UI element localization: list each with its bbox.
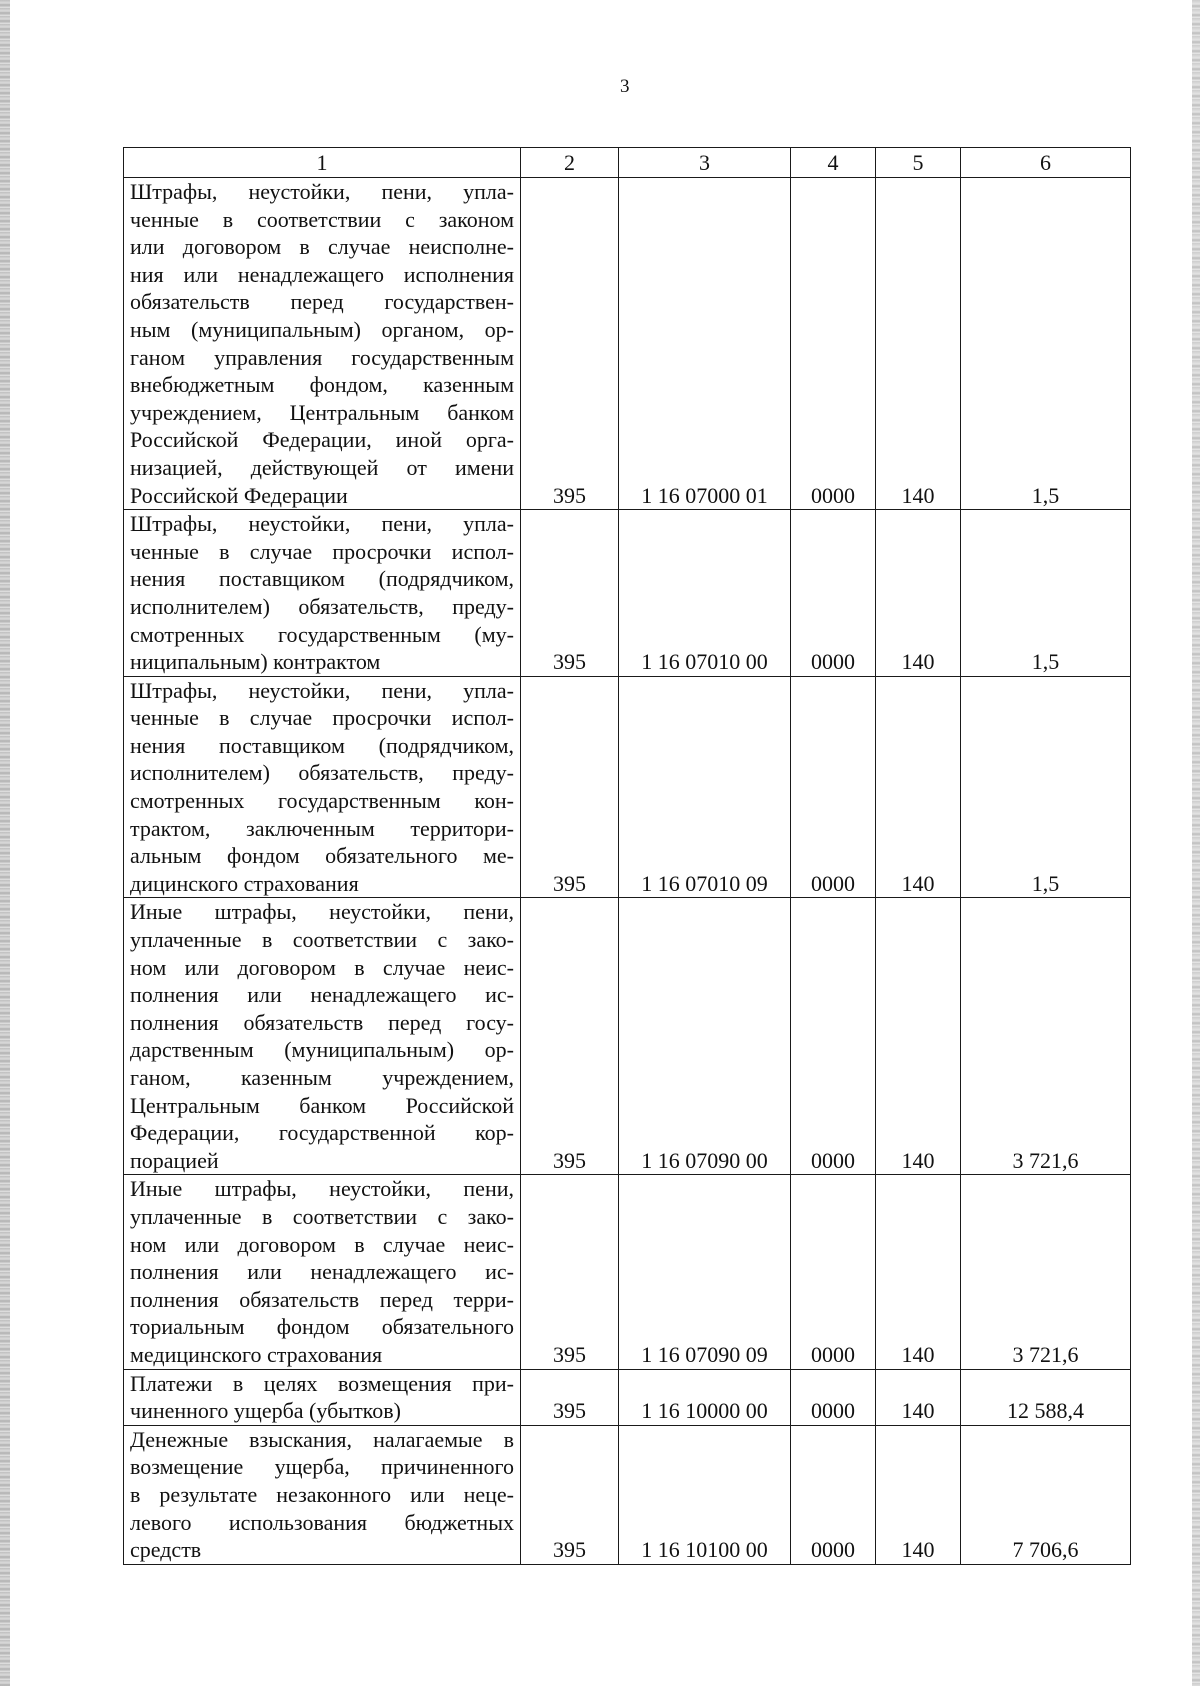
subtype-code: 0000 — [791, 676, 876, 898]
column-header-3: 3 — [619, 148, 791, 178]
classification-code: 1 16 07010 00 — [619, 510, 791, 677]
description-line: ния или ненадлежащего исполнения — [130, 261, 514, 287]
description-line: обязательств перед государствен- — [130, 289, 514, 315]
classification-code: 1 16 07090 09 — [619, 1175, 791, 1369]
table-body — [124, 178, 1131, 1565]
description-line: Российской Федерации, иной орга- — [130, 427, 514, 453]
classification-code: 1 16 10100 00 — [619, 1425, 791, 1564]
description-line: Центральным банком Российской — [130, 1092, 514, 1118]
description-line: полнения или ненадлежащего ис- — [130, 982, 514, 1008]
kosgu-code: 140 — [876, 1369, 961, 1425]
description-line: внебюджетным фондом, казенным — [130, 372, 514, 398]
description-line: уплаченные в соответствии с зако- — [130, 1203, 514, 1229]
description-line: ганом, казенным учреждением, — [130, 1065, 514, 1090]
amount-value: 3 721,6 — [961, 898, 1131, 1175]
column-header-1: 1 — [124, 148, 521, 178]
classification-code: 1 16 10000 00 — [619, 1369, 791, 1425]
description-line: ным (муниципальным) органом, ор- — [130, 316, 514, 342]
description-line: ченные в случае просрочки испол- — [130, 538, 514, 564]
page-number: 3 — [620, 76, 630, 97]
description-line: ном или договором в случае неис- — [130, 1231, 514, 1257]
description-line: левого использования бюджетных — [130, 1509, 514, 1535]
subtype-code: 0000 — [791, 1369, 876, 1425]
description-line: Российской Федерации — [130, 482, 348, 508]
description-line: ченные в соответствии с законом — [130, 206, 514, 232]
classification-code: 1 16 07000 01 — [619, 178, 791, 510]
description-line: нения поставщиком (подрядчиком, — [130, 566, 514, 592]
column-header-2: 2 — [521, 148, 619, 178]
table-row — [124, 510, 1131, 677]
scan-edge-left — [0, 0, 10, 1686]
header-row — [124, 148, 1131, 178]
table-header — [124, 148, 1131, 178]
subtype-code: 0000 — [791, 1175, 876, 1369]
description-line: исполнителем) обязательств, преду- — [130, 593, 514, 619]
description-line: Иные штрафы, неустойки, пени, — [130, 899, 514, 925]
admin-code: 395 — [521, 676, 619, 898]
column-header-4: 4 — [791, 148, 876, 178]
amount-value: 1,5 — [961, 510, 1131, 677]
amount-value: 7 706,6 — [961, 1425, 1131, 1564]
description-line: или договором в случае неисполне- — [130, 234, 514, 260]
kosgu-code: 140 — [876, 178, 961, 510]
description-line: Платежи в целях возмещения при- — [130, 1370, 514, 1396]
scan-edge-right — [1192, 0, 1200, 1686]
description-line: ториальным фондом обязательного — [130, 1314, 514, 1340]
description-line: средств — [130, 1537, 202, 1563]
description-line: ченные в случае просрочки испол- — [130, 705, 514, 731]
description-line: полнения или ненадлежащего ис- — [130, 1259, 514, 1285]
description-line: Федерации, государственной кор- — [130, 1120, 514, 1146]
description-line: учреждением, Центральным банком — [130, 399, 514, 425]
row-description — [124, 676, 521, 898]
description-line: ганом управления государственным — [130, 344, 514, 370]
description-line: дицинского страхования — [130, 870, 359, 896]
table-row — [124, 178, 1131, 510]
amount-value: 3 721,6 — [961, 1175, 1131, 1369]
description-line: трактом, заключенным территори- — [130, 815, 514, 841]
description-line: Штрафы, неустойки, пени, упла- — [130, 511, 514, 537]
admin-code: 395 — [521, 1369, 619, 1425]
admin-code: 395 — [521, 1175, 619, 1369]
admin-code: 395 — [521, 898, 619, 1175]
description-line: смотренных государственным кон- — [130, 788, 514, 814]
description-line: уплаченные в соответствии с зако- — [130, 927, 514, 953]
classification-code: 1 16 07010 09 — [619, 676, 791, 898]
description-line: медицинского страхования — [130, 1341, 383, 1367]
description-line: полнения обязательств перед госу- — [130, 1009, 514, 1035]
subtype-code: 0000 — [791, 898, 876, 1175]
row-description — [124, 178, 521, 510]
amount-value: 1,5 — [961, 178, 1131, 510]
admin-code: 395 — [521, 1425, 619, 1564]
classification-code: 1 16 07090 00 — [619, 898, 791, 1175]
admin-code: 395 — [521, 178, 619, 510]
budget-table — [123, 147, 1131, 1565]
table-row — [124, 898, 1131, 1175]
kosgu-code: 140 — [876, 1425, 961, 1564]
kosgu-code: 140 — [876, 676, 961, 898]
subtype-code: 0000 — [791, 510, 876, 677]
description-line: Иные штрафы, неустойки, пени, — [130, 1176, 514, 1202]
description-line: Штрафы, неустойки, пени, упла- — [130, 677, 514, 703]
row-description — [124, 510, 521, 677]
description-line: низацией, действующей от имени — [130, 454, 514, 480]
table-row — [124, 1369, 1131, 1425]
description-line: в результате незаконного или неце- — [130, 1481, 514, 1507]
description-line: Денежные взыскания, налагаемые в — [130, 1426, 514, 1452]
description-line: возмещение ущерба, причиненного — [130, 1454, 514, 1480]
kosgu-code: 140 — [876, 510, 961, 677]
admin-code: 395 — [521, 510, 619, 677]
description-line: ном или договором в случае неис- — [130, 954, 514, 980]
table-row — [124, 676, 1131, 898]
description-line: альным фондом обязательного ме- — [130, 843, 514, 869]
column-header-6: 6 — [961, 148, 1131, 178]
amount-value: 1,5 — [961, 676, 1131, 898]
row-description — [124, 1175, 521, 1369]
description-line: чиненного ущерба (убытков) — [130, 1398, 401, 1424]
description-line: порацией — [130, 1147, 219, 1173]
description-line: исполнителем) обязательств, преду- — [130, 760, 514, 786]
description-line: ниципальным) контрактом — [130, 649, 381, 675]
row-description — [124, 898, 521, 1175]
subtype-code: 0000 — [791, 178, 876, 510]
kosgu-code: 140 — [876, 1175, 961, 1369]
description-line: нения поставщиком (подрядчиком, — [130, 732, 514, 758]
description-line: смотренных государственным (му- — [130, 621, 514, 647]
row-description — [124, 1425, 521, 1564]
row-description — [124, 1369, 521, 1425]
subtype-code: 0000 — [791, 1425, 876, 1564]
description-line: Штрафы, неустойки, пени, упла- — [130, 179, 514, 204]
description-line: дарственным (муниципальным) ор- — [130, 1037, 514, 1063]
column-header-5: 5 — [876, 148, 961, 178]
amount-value: 12 588,4 — [961, 1369, 1131, 1425]
table-row — [124, 1175, 1131, 1369]
description-line: полнения обязательств перед терри- — [130, 1286, 514, 1312]
kosgu-code: 140 — [876, 898, 961, 1175]
table-row — [124, 1425, 1131, 1564]
